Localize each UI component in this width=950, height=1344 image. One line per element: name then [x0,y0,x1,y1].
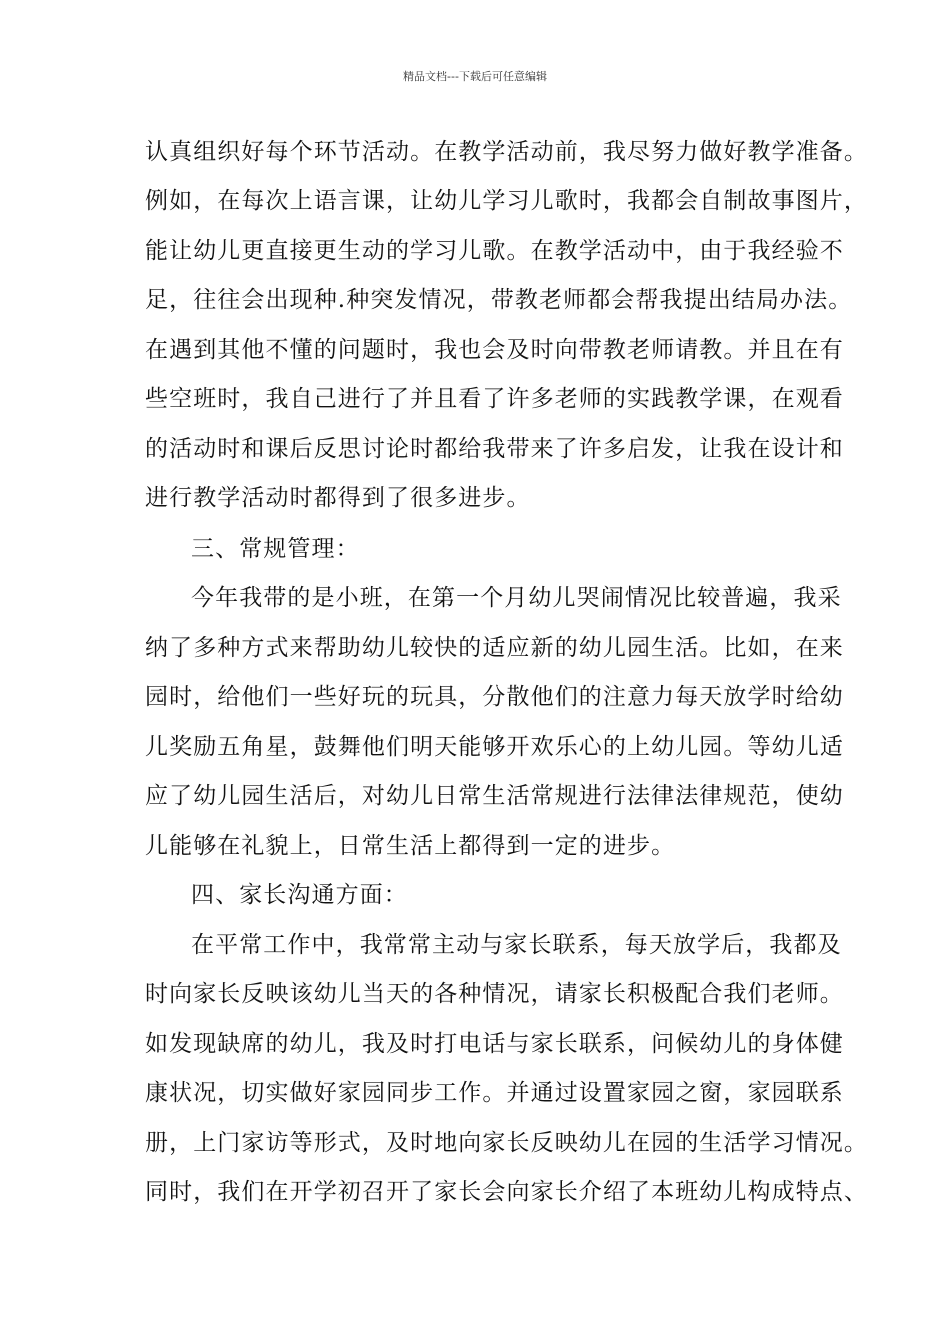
page-header: 精品文档---下载后可任意编辑 [403,70,547,83]
text-line: 在遇到其他不懂的问题时，我也会及时向带教老师请教。并且在有 [145,337,844,363]
text-line: 的活动时和课后反思讨论时都给我带来了许多启发，让我在设计和 [145,436,844,462]
text-line: 例如，在每次上语言课，让幼儿学习儿歌时，我都会自制故事图片， [145,188,868,214]
section-heading: 三、常规管理： [191,536,360,562]
text-line: 如发现缺席的幼儿，我及时打电话与家长联系，问候幼儿的身体健 [145,1031,844,1057]
text-line: 足，往往会出现种.种突发情况，带教老师都会帮我提出结局办法。 [145,287,853,313]
text-line: 儿能够在礼貌上，日常生活上都得到一定的进步。 [145,833,676,859]
section-heading: 四、家长沟通方面： [191,882,408,908]
text-line: 认真组织好每个环节活动。在教学活动前，我尽努力做好教学准备。 [145,139,868,165]
text-line: 今年我带的是小班，在第一个月幼儿哭闹情况比较普遍，我采 [191,585,842,611]
text-line: 儿奖励五角星，鼓舞他们明天能够开欢乐心的上幼儿园。等幼儿适 [145,734,844,760]
text-line: 园时，给他们一些好玩的玩具，分散他们的注意力每天放学时给幼 [145,684,844,710]
text-line: 纳了多种方式来帮助幼儿较快的适应新的幼儿园生活。比如，在来 [145,635,844,661]
text-line: 时向家长反映该幼儿当天的各种情况，请家长积极配合我们老师。 [145,981,844,1007]
text-line: 应了幼儿园生活后，对幼儿日常生活常规进行法律法律规范，使幼 [145,783,844,809]
text-line: 进行教学活动时都得到了很多进步。 [145,485,531,511]
text-line: 能让幼儿更直接更生动的学习儿歌。在教学活动中，由于我经验不 [145,238,844,264]
text-line: 在平常工作中，我常常主动与家长联系，每天放学后，我都及 [191,932,842,958]
text-line: 册，上门家访等形式，及时地向家长反映幼儿在园的生活学习情况。 [145,1130,868,1156]
text-line: 同时，我们在开学初召开了家长会向家长介绍了本班幼儿构成特点、 [145,1179,868,1205]
text-line: 康状况，切实做好家园同步工作。并通过设置家园之窗，家园联系 [145,1080,844,1106]
text-line: 些空班时，我自己进行了并且看了许多老师的实践教学课，在观看 [145,386,844,412]
